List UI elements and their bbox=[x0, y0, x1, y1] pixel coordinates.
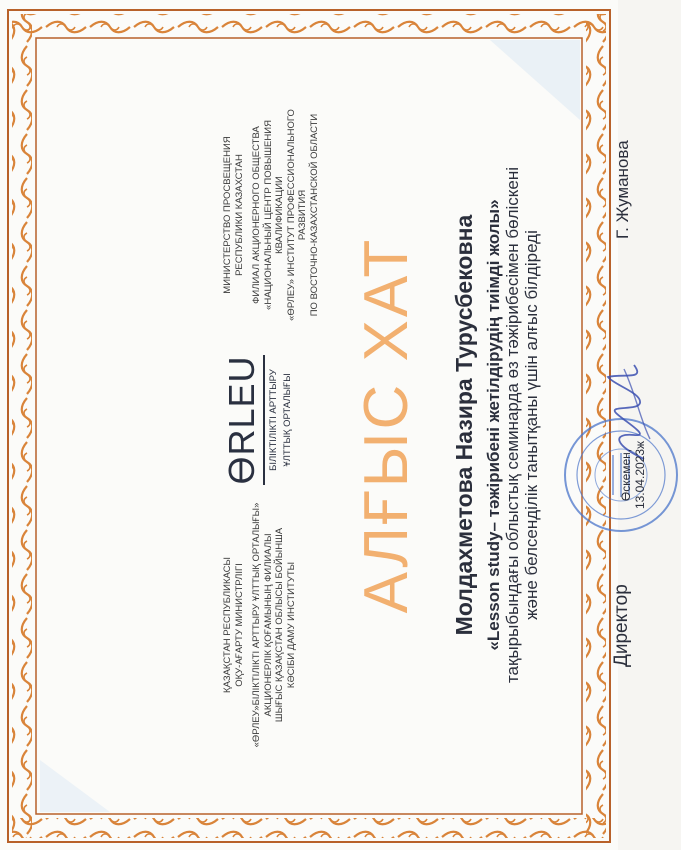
seminar-topic: «Lesson study– тәжірибені жетілдірудің тиімді жолы» bbox=[484, 199, 503, 651]
logo-subtitle: ҰЛТТЫҚ ОРТАЛЫҒЫ bbox=[282, 373, 293, 467]
body-line: тақырыбындағы облыстық семинарда өз тәжірибесімен бөліскені bbox=[503, 166, 522, 684]
ru-header-line: «НАЦИОНАЛЬНЫЙ ЦЕНТР ПОВЫШЕНИЯ КВАЛИФИКАЦИИ bbox=[262, 120, 285, 310]
recipient-name: Молдахметова Назира Турусбековна bbox=[451, 214, 477, 636]
signer-name: Г. Жуманова bbox=[613, 140, 632, 239]
body-line: және белсенділік танытқаны үшін алғыс білдіреді bbox=[522, 230, 541, 620]
director-label: Директор bbox=[611, 584, 632, 667]
city: Өскемен, bbox=[619, 448, 633, 502]
certificate-content bbox=[179, 55, 679, 795]
ru-header-line: ФИЛИАЛ АКЦИОНЕРНОГО ОБЩЕСТВА bbox=[251, 126, 262, 304]
kz-header-line: КӘСІБИ ДАМУ ИНСТИТУТЫ bbox=[285, 561, 297, 689]
kz-header-line: ҚАЗАҚСТАН РЕСПУБЛИКАСЫ bbox=[222, 557, 233, 693]
ru-header-line: ПО ВОСТОЧНО-КАЗАХСТАНСКОЙ ОБЛАСТИ bbox=[308, 113, 320, 317]
logo-subtitle: БІЛІКТІЛІКТІ АРТТЫРУ bbox=[268, 369, 279, 471]
kz-header-line: АКЦИОНЕРЛІК ҚОҒАМЫНЫҢ ФИЛИАЛЫ bbox=[262, 533, 274, 717]
kz-header-line: «ӨРЛЕУ»БІЛІКТІЛІКТІ АРТТЫРУ ҰЛТТЫҚ ОРТАЛЫҒЫ» bbox=[251, 502, 262, 748]
certificate-body bbox=[484, 115, 541, 735]
date: 13.04.2023ж bbox=[633, 440, 647, 510]
kazakh-header bbox=[222, 495, 297, 755]
kz-header-line: ОҚУ-АҒАРТУ МИНИСТРЛІГІ bbox=[233, 563, 245, 687]
certificate-title: АЛҒЫС ХАТ bbox=[352, 236, 421, 614]
ru-header-line: «ӨРЛЕУ» ИНСТИТУТ ПРОФЕССИОНАЛЬНОГО РАЗВИТИЯ bbox=[285, 109, 308, 321]
orleu-logo bbox=[223, 345, 293, 495]
ru-header-line: МИНИСТЕРСТВО ПРОСВЕЩЕНИЯ bbox=[222, 136, 233, 294]
ru-header-line: РЕСПУБЛИКИ КАЗАХСТАН bbox=[233, 154, 245, 276]
russian-header bbox=[222, 85, 320, 345]
logo-wordmark: ӨRLEU bbox=[223, 355, 265, 484]
place-and-date bbox=[619, 405, 647, 545]
kz-header-line: ШЫҒЫС ҚАЗАҚСТАН ОБЛЫСЫ БОЙЫНША bbox=[274, 527, 285, 723]
